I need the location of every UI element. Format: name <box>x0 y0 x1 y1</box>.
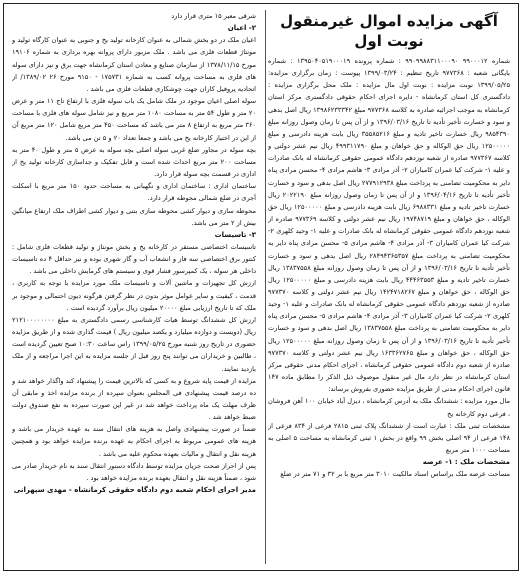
case-details-paragraph: شماره ۹۹۰۰۰۱۲ ۹۹۰۹۹۸۸۳۱۱۰۰۰۹۰ : شماره پرونده ۱۳۹۵۰۴۰۵۱۹۰۰۰۱۹ : شماره بایگانی شعبه : ۹۷۷۳۶۸ تاریخ تنظیم : ۱۳۹۹/۰۳/۲۴ پیوست : زمان برگزاری مزایده: ۱۳۹۹/۰۵/۲۵ نوبت مزایده : نوبت اول مال مزایده : ملک محل برگزاری مزایده : دادگستری کل استان کرمانشاه - دایره اجرای احکام حقوقی دادگستری مرکز استان کرمانشاه به موجب اجرائیه صادره به کلاسه ۹۷۷۳۶۸ مبلغ ۱۳۹۸۶۲۳۳۳۴۲ ریال اصل بدهی و سود و خسارت تأخیر تأدیه تا تاریخ ۱۳۹۶/۰۳/۱۶ و از آن پس تا زمان وصول روزانه مبلغ ۹۸۵۴۳۹۰ ریال خسارت تاخیر تادیه و مبلغ ۳۵۵۸۵۲۱۶ ریال بابت هزینه دادرسی و مبلغ ۱۲۵۰۰۰۰۰ ریال حق الوکاله و حق خواهان و مبلغ ۴۹۹۳۱۱۷۹۰ ریال نیم عشر دولتی و کلاسه ۹۷۷۳۶۷ صادره از شعبه نوزدهم دادگاه عمومی حقوقی کرمانشاه له بانک صادرات و علیه ۱- شرکت کیا عمران کامیاران ۲- آذر مرادی ۳- هاشم مرادی ۴- محسن مرادی پناه دایر به محکومیت تضامنی به پرداخت مبلغ ۲۷۷۹۱۲۹۳۸ ریال اصل بدهی و سود و خسارت تأخیر تأدیه تا تاریخ ۱۳۹۶/۰۴/۱۶ و از آن پس تا زمان وصول روزانه مبلغ ۲۰۲۲۱۹۰ ریال خسارت تاخیر تادیه و مبلغ ۶۹۸۸۳۳۱ ریال بابت هزینه دادرسی و مبلغ ۱۲۵۰۰۰۰۰ ریال حق الوکاله ، حق خواهان و مبلغ ۱۹۷۴۸۷۱۹ ریال نیم عشر دولتی و کلاسه ۹۷۷۳۶۹ صادره از شعبه نوزدهم دادگاه عمومی حقوقی کرمانشاه له بانک صادرات و علیه ۱- وحید کلهری ۲- شرکت کیا عمران کامیاران ۳- آذر مرادی ۴- هاشم مرادی ۵- محسن مرادی پناه دایر به محکومیت تضامنی به پرداخت مبلغ ۲۸۴۹۴۳۶۵۳۵۷ ریال اصل بدهی و سود و خسارت تأخیر تأدیه تا تاریخ ۱۳۹۶/۰۳/۱۶ و از آن پس تا زمان وصول روزانه مبلغ ۱۳۸۳۷۵۵۸ ریال خسارت تاخیر تادیه و مبلغ ۴۴۴۶۳۵۵۳ ریال بابت هزینه دادرسی و مبلغ ۱۲۵۰۰۰۰۰ ریال حق الوکاله ، حق خواهان و مبلغ ۱۴۲۴۷۱۸۲۶۷ ریال نیم عشر دولتی و کلاسه ۹۷۷۳۷۰ صادره از شعبه نوزدهم دادگاه عمومی حقوقی کرمانشاه له بانک صادرات و علیه ۱- وحید کلهری ۲- شرکت کیا عمران کامیاران ۳- آذر مرادی ۴- هاشم مرادی ۵- محسن مرادی پناه دایر به محکومیت تضامنی به پرداخت مبلغ ۱۳۸۳۷۵۵۸ ریال اصل بدهی و سود و خسارت تأخیر تأدیه تا تاریخ ۱۳۹۶/۰۳/۱۶ و از آن پس تا زمان وصول روزانه مبلغ ۱۲۵۰۰۰۰۰ ریال حق الوکاله ، حق خواهان و مبلغ ۱۶۳۳۶۲۷۶۵ ریال نیم عشر دولتی و کلاسه ۹۷۷۳۷۰ صادره از شعبه دوم دادگاه عمومی حقوقی کرمانشاه ، اجرای احکام مدنی حقوقی مرکز استان کرمانشاه در نظر دارد مال غیر منقول موصوف ذیل الذکر را مطابق ماده ۱۴۷ قانون اجرای احکام مدنی از طریق مزایده حضوری بفروش برساند: <box>268 57 510 394</box>
auction-terms-paragraph: مزایده از قیمت پایه شروع و به کسی که بالاترین قیمت را پیشنهاد کند واگذار خواهد شد و ده درصد قیمت پیشنهادی فی المجلس بعنوان سپرده از برنده مزایده اخذ و مابقی آن ظرف مهلت یک ماه پرداخت خواهد شد در غیر این صورت سپرده به نفع صندوق دولت ضبط خواهد شد . <box>12 376 256 422</box>
valuation-paragraph: ارزش کل ششدانگ توسط هیات کارشناسی رسمی دادگستری به مبلغ ۲۱۲۱۰۰۰۰۰۰۰۰ ریال (دویست و دوازده میلیارد و یکصد میلیون ریال ) قیمت گذاری شده و از طریق مزایده حضوری در تاریخ روز شنبه مورخ ۱۳۹۹/۰۵/۲۵ راس ساعت ۱۰:۳۰ صبح تعیین گردیده است ، طالبین و خریداران می توانند پنج روز قبل از جلسه مزایده به این اجرا مراجعه و از ملک بازدید نمایند. <box>12 315 256 373</box>
signature-line: مدیر اجرای احکام شعبه دوم دادگاه حقوقی کرمانشاه - مهدی سپهرانی <box>13 486 256 495</box>
facilities-paragraph: تاسیسات اختصاصی مستقر در کارخانه یخ و بخش مونتاژ و تولید قطعات فلزی شامل : کنتور برق اختصاصی سه فاز و انشعاب آب و گاز شهری بوده و نیز حداقل ۴ ده تاسیسات داخلی هر سوله ، یک کمپرسور فشار قوی و سیستم های گرمایش داخلی می باشد . <box>12 242 256 276</box>
side-shed-paragraph: بچه سوله در مجاور ضلع غربی سوله اصلی بچه سوله به عرض ۵ متر و طول ۴۰ متر به مساحت ۲۰۰ متر مربع احداث شده است و قابل تفکیک و جداسازی کارخانه تولید یخ از اداری در قسمت بچه سوله قرار دارد. <box>12 145 256 179</box>
facilities-heading: ۳- تاسیسات <box>214 230 256 239</box>
costs-paragraph: ضمناً در صورت پیشنهادی واصل به هزینه های انتقال سند به عهده خریدار می باشد و هزینه های عمومی مربوط به اجرای احکام به عهده برنده مزایده خواهد بود و همچنین هزینه نقل و انتقال و مالیات بعهده محکوم علیه می باشد . <box>12 425 256 458</box>
property-address-paragraph: مال مورد مزایده : ششدانگ ملک به آدرس کرمانشاه ، دیزل آباد خیابان ۱۰۰ آهن فروشان ، فرعی دوم کارخانه یخ <box>268 397 510 418</box>
column-divider <box>265 10 266 564</box>
equipment-value-paragraph: ارزش کل تجهیزات و ماشین آلات و تاسیسات ملک مورد مزایده با توجه به کاربری ، قدمت ، کیفیت و سایر عوامل موثر بدون در نظر گرفتن هرگونه دیون احتمالی و موجود بر ملک که تا تاریخ ارزیابی مبلغ ۲۰۰۰۰ میلیون ریال برآورد گردیده است . <box>12 279 256 312</box>
buildings-paragraph: اعیان ملک در دو بخش شمالی به عنوان کارخانه تولید یخ و جنوبی به عنوان کارگاه تولید و مونتاژ قطعات فلزی می باشد . ملک مزبور دارای پروانه بهره برداری به شماره ۱۹۱۰۶ مورخ ۱۳۷۸/۱۱/۱۵ از سازمان صنایع و معادن استان کرمانشاه جهت برق و نیز دارای سوله های فلزی به مساحت پروانه کسب به شماره ۱۷۵۷۳۱ - ۹۱۵۰ مورخ ۲۶ ۱۳۸۹/۰۲/ از اتحادیه پروفیل کاران جهت چوشکاری قطعات فلزی می باشد . <box>12 36 256 93</box>
registration-details-paragraph: مشخصات ثبتی ملک : عبارت است از ششدانگ پلاک ثبتی ۲۸۱۵ فرعی از ۸۳۴ فرعی از ۱۴۸ فرعی از ۹۴ اصلی بخش ۹۹ واقع در بخش ۱ ثبتی کرمانشاه به مساحت ۵ اصلی به مساحت ۱۰۰۰ متر مربع <box>268 421 510 454</box>
notice-right-column <box>268 10 510 564</box>
transfer-paragraph: پس از احراز صحت جریان مزایده توسط دادگاه دستور انتقال سند به نام خریدار صادر می شود ، ضمناً هزینه نقل و انتقال بعهده برنده مزایده خواهد بود . <box>12 461 256 482</box>
property-specs-heading: مشخصات ملک : ۱- عرصه <box>422 458 510 467</box>
office-building-paragraph: ساختمان اداری : ساختمان اداری و نگهبانی به مساحت حدود ۱۵۰ متر مربع با اسکلت آجری در ضلع شمالی محوطه قرار دارد. <box>12 182 256 203</box>
land-area-paragraph: مساحت عرصه ملک براساس اسناد مالکیت ۳۰۱۰ متر مربع با بر ۳۲ و ۷۱ متر در ضلع <box>280 470 510 479</box>
notice-title: آگهی مزایده اموال غیرمنقول نوبت اول <box>280 12 498 50</box>
main-shed-paragraph: سوله اصلی اعیان موجود در ملک شامل یک باب سوله فلزی با ارتفاع تاج ۱۱ متر و عرض ۲۰ متر و طول ۵۴ متر به مساحت ۱۰۸۰ متر مربع و نیز شامل سوله های فلزی با مساحت ۳۶۰ متر مربع به ارتفاع ۸ متر می باشد که مساحت ۴۵۰ متر مربع شامل ۱۲۰ متر مربع آن از این در اختیار کارخانه یخ می باشد و جمعا تعداد ۲۰ و ۵ تن می باشد. <box>12 97 256 142</box>
buildings-heading: ۲- اعیان <box>227 24 256 33</box>
land-border-paragraph: شرقی معبر ۱۵ متری قرار دارد <box>171 12 256 20</box>
notice-frame <box>3 3 519 571</box>
notice-left-column <box>12 10 256 564</box>
yard-paragraph: محوطه سازی و دیوار کشی محوطه سازی بتنی و دیوار کشی اطراف ملک ارتفاع میانگین بیش از ۲ متر می باشد. <box>12 206 256 227</box>
